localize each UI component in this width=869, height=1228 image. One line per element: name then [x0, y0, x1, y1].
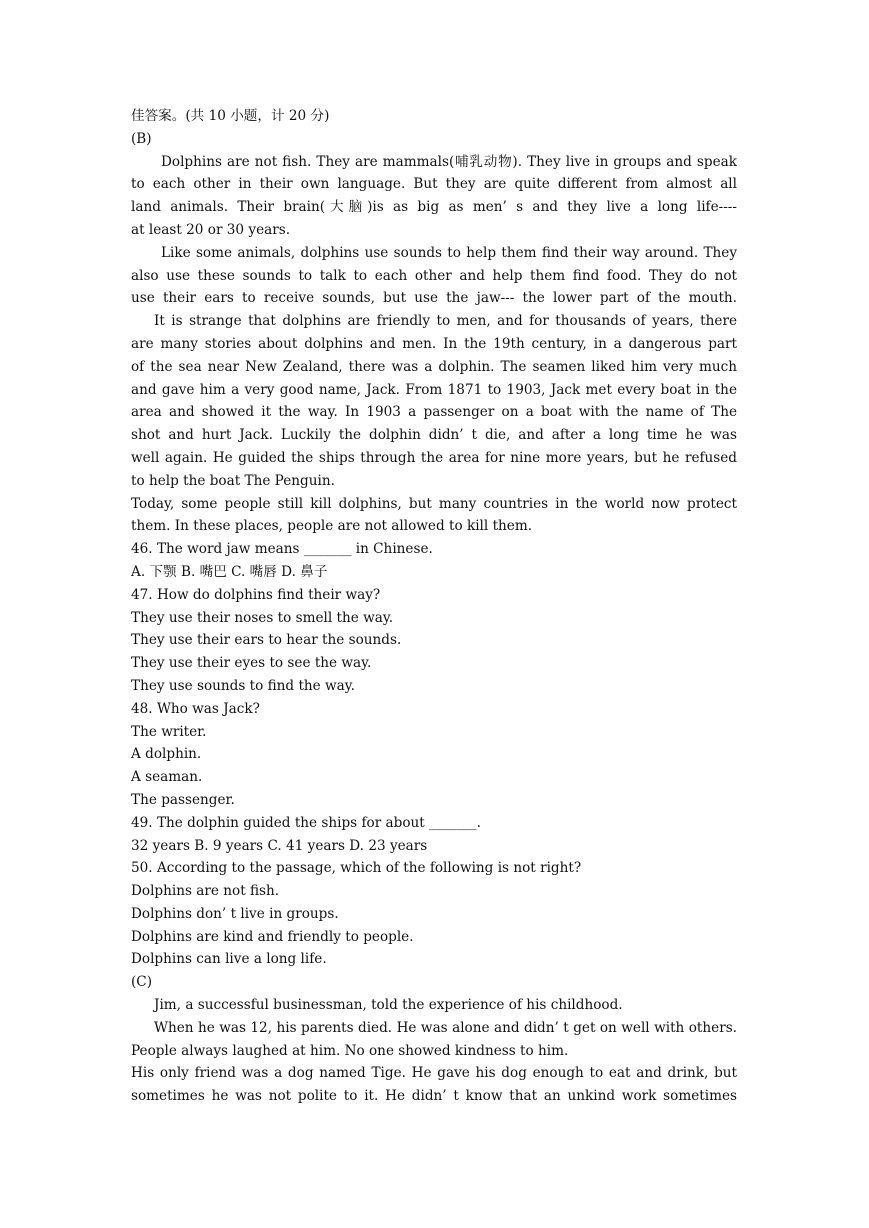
- text-line: The passenger.: [131, 791, 235, 808]
- text-line: They use sounds to find the way.: [131, 677, 355, 694]
- text-line: to each other in their own language. But they are quite different from almost all: [131, 176, 737, 193]
- text-line: 49. The dolphin guided the ships for about _______.: [131, 814, 481, 831]
- text-line: 47. How do dolphins find their way?: [131, 586, 381, 603]
- text-line: sometimes he was not polite to it. He didn’ t know that an unkind work sometimes: [131, 1088, 737, 1105]
- text-line: Jim, a successful businessman, told the experience of his childhood.: [154, 997, 623, 1014]
- text-line: (C): [131, 974, 153, 991]
- text-line: shot and hurt Jack. Luckily the dolphin didn’ t die, and after a long time he was: [131, 427, 737, 444]
- text-line: A. 下颚 B. 嘴巴 C. 嘴唇 D. 鼻子: [131, 563, 328, 580]
- text-line: When he was 12, his parents died. He was alone and didn’ t get on well with others.: [154, 1019, 737, 1036]
- text-line: Dolphins are not fish. They are mammals(哺乳动物). They live in groups and speak: [161, 153, 737, 170]
- text-line: Dolphins are kind and friendly to people.: [131, 928, 414, 945]
- text-line: They use their noses to smell the way.: [131, 609, 394, 626]
- text-line: 佳答案。(共 10 小题，计 20 分): [131, 108, 330, 124]
- text-line: A seaman.: [131, 769, 203, 786]
- text-line: Dolphins are not fish.: [131, 883, 280, 900]
- text-line: People always laughed at him. No one showed kindness to him.: [131, 1042, 569, 1059]
- text-line: Dolphins can live a long life.: [131, 951, 327, 968]
- text-line: of the sea near New Zealand, there was a dolphin. The seamen liked him very much: [131, 358, 737, 375]
- text-line: use their ears to receive sounds, but use the jaw--- the lower part of the mouth.: [131, 290, 737, 307]
- text-line: Today, some people still kill dolphins, but many countries in the world now protect: [131, 495, 737, 512]
- text-line: area and showed it the way. In 1903 a passenger on a boat with the name of The: [131, 404, 737, 421]
- text-line: well again. He guided the ships through the area for nine more years, but he refused: [131, 449, 737, 466]
- text-line: them. In these places, people are not allowed to kill them.: [131, 518, 533, 535]
- text-line: land animals. Their brain(大脑)is as big as men’ s and they live a long life----: [131, 199, 737, 216]
- text-line: Dolphins don’ t live in groups.: [131, 905, 339, 922]
- text-line: Like some animals, dolphins use sounds to help them find their way around. They: [161, 244, 737, 261]
- text-line: (B): [131, 130, 152, 147]
- text-line: They use their ears to hear the sounds.: [131, 632, 402, 649]
- text-line: 48. Who was Jack?: [131, 700, 260, 717]
- document-page: [131, 105, 737, 1108]
- text-line: are many stories about dolphins and men. In the 19th century, in a dangerous part: [131, 335, 737, 352]
- text-line: 46. The word jaw means _______ in Chinese.: [131, 541, 433, 558]
- text-line: A dolphin.: [131, 746, 202, 763]
- text-line: at least 20 or 30 years.: [131, 221, 291, 238]
- text-line: to help the boat The Penguin.: [131, 472, 335, 489]
- text-line: 50. According to the passage, which of the following is not right?: [131, 860, 582, 877]
- text-line: They use their eyes to see the way.: [131, 655, 372, 672]
- text-line: His only friend was a dog named Tige. He gave his dog enough to eat and drink, but: [131, 1065, 737, 1082]
- text-line: It is strange that dolphins are friendly to men, and for thousands of years, there: [154, 313, 737, 330]
- text-line: 32 years B. 9 years C. 41 years D. 23 years: [131, 837, 428, 854]
- text-line: The writer.: [131, 723, 207, 740]
- text-line: also use these sounds to talk to each other and help them find food. They do not: [131, 267, 737, 284]
- text-line: and gave him a very good name, Jack. From 1871 to 1903, Jack met every boat in the: [131, 381, 737, 398]
